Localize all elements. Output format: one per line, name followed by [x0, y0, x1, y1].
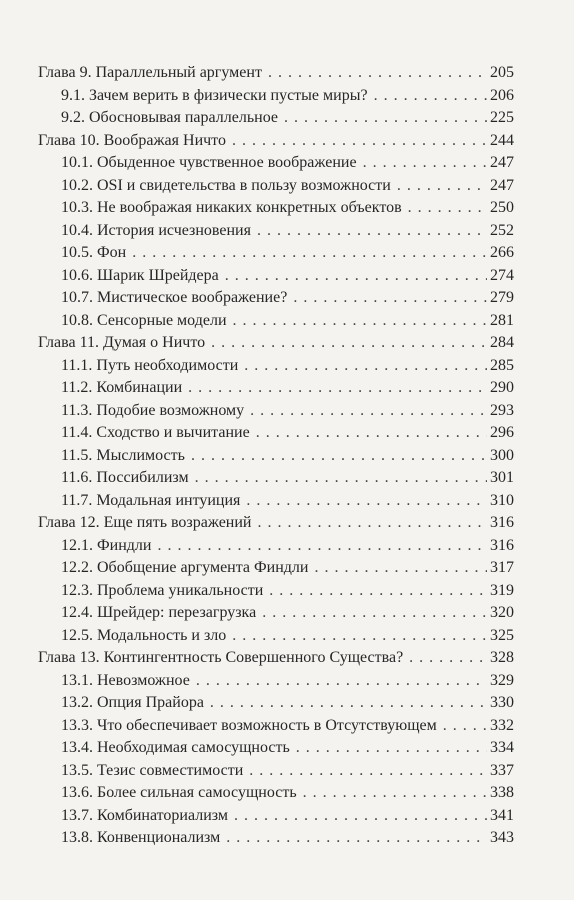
- toc-entry-title: 11.6. Поссибилизм: [61, 469, 189, 486]
- toc-section-entry: [38, 467, 514, 490]
- toc-dot-leader: [257, 512, 487, 535]
- toc-section-entry: [38, 422, 514, 445]
- toc-dot-leader: [232, 130, 487, 153]
- toc-entry-title: 13.8. Конвенционализм: [61, 829, 221, 846]
- toc-section-entry: [38, 445, 514, 468]
- toc-entry-title: 11.7. Модальная интуиция: [61, 491, 241, 509]
- toc-page-number: 225: [490, 109, 514, 126]
- toc-section-entry: [38, 355, 514, 378]
- toc-section-entry: [38, 107, 514, 130]
- toc-section-entry: [38, 782, 514, 805]
- toc-dot-leader: [157, 535, 487, 558]
- toc-page-number: 320: [490, 604, 514, 621]
- toc-entry-title: 11.4. Сходство и вычитание: [61, 424, 250, 441]
- toc-dot-leader: [210, 692, 487, 715]
- toc-page-number: 316: [490, 514, 514, 531]
- toc-dot-leader: [397, 175, 487, 198]
- toc-page-number: 284: [490, 334, 514, 351]
- toc-entry-title: Глава 9. Параллельный аргумент: [38, 64, 262, 81]
- toc-section-entry: [38, 805, 514, 828]
- toc-page-number: 337: [490, 761, 514, 779]
- toc-section-entry: [38, 827, 514, 850]
- toc-section-entry: [38, 625, 514, 648]
- toc-page-number: 310: [490, 491, 514, 509]
- toc-page-number: 328: [490, 649, 514, 666]
- toc-dot-leader: [246, 490, 487, 513]
- toc-page-number: 205: [490, 64, 514, 81]
- toc-page-number: 252: [490, 221, 514, 239]
- toc-entry-title: 10.7. Мистическое воображение?: [61, 289, 288, 306]
- toc-section-entry: [38, 197, 514, 220]
- toc-page-number: 285: [490, 356, 514, 374]
- toc-entry-title: 11.3. Подобие возможному: [61, 401, 245, 419]
- toc-page-number: 317: [490, 559, 514, 576]
- toc-entry-title: Глава 10. Воображая Ничто: [38, 131, 226, 149]
- toc-page-number: 266: [490, 244, 514, 261]
- toc-dot-leader: [233, 310, 488, 333]
- toc-page-number: 274: [490, 266, 514, 284]
- toc-section-entry: [38, 400, 514, 423]
- toc-page-number: 332: [490, 716, 514, 734]
- toc-section-entry: [38, 490, 514, 513]
- toc-dot-leader: [374, 85, 487, 108]
- toc-page-number: 244: [490, 131, 514, 149]
- toc-dot-leader: [211, 332, 487, 355]
- toc-dot-leader: [409, 647, 487, 670]
- toc-entry-title: 13.1. Невозможное: [61, 671, 190, 689]
- toc-entry-title: 10.6. Шарик Шрейдера: [61, 266, 219, 284]
- toc-dot-leader: [314, 557, 487, 580]
- toc-page-number: 247: [490, 154, 514, 171]
- toc-section-entry: [38, 670, 514, 693]
- toc-entry-title: 11.1. Путь необходимости: [61, 356, 239, 374]
- toc-chapter-entry: [38, 647, 514, 670]
- toc-page-number: 290: [490, 379, 514, 396]
- toc-section-entry: [38, 692, 514, 715]
- toc-dot-leader: [256, 422, 487, 445]
- toc-section-entry: [38, 85, 514, 108]
- toc-page-number: 329: [490, 671, 514, 689]
- toc-page-number: 301: [490, 469, 514, 486]
- toc-dot-leader: [195, 467, 487, 490]
- toc-page-number: 330: [490, 694, 514, 711]
- toc-dot-leader: [269, 580, 487, 603]
- toc-entry-title: 10.4. История исчезновения: [61, 221, 251, 239]
- toc-section-entry: [38, 737, 514, 760]
- toc-entry-title: Глава 13. Контингентность Совершенного Существа?: [38, 649, 404, 666]
- toc-section-entry: [38, 377, 514, 400]
- toc-dot-leader: [196, 670, 487, 693]
- toc-section-entry: [38, 535, 514, 558]
- toc-entry-title: 12.5. Модальность и зло: [61, 626, 227, 644]
- toc-chapter-entry: [38, 512, 514, 535]
- toc-chapter-entry: [38, 130, 514, 153]
- toc-dot-leader: [232, 625, 487, 648]
- toc-dot-leader: [257, 220, 487, 243]
- toc-entry-title: Глава 12. Еще пять возражений: [38, 514, 252, 531]
- toc-entry-title: 10.5. Фон: [61, 244, 127, 261]
- toc-dot-leader: [303, 782, 487, 805]
- toc-entry-title: 10.1. Обыденное чувственное воображение: [61, 154, 357, 171]
- toc-entry-title: 10.3. Не воображая никаких конкретных объектов: [61, 199, 402, 216]
- toc-entry-title: 13.3. Что обеспечивает возможность в Отсутствующем: [61, 716, 437, 734]
- toc-section-entry: [38, 715, 514, 738]
- toc-dot-leader: [443, 715, 487, 738]
- toc-dot-leader: [262, 602, 487, 625]
- toc-page-number: 338: [490, 784, 514, 801]
- toc-entry-title: 10.8. Сенсорные модели: [61, 311, 227, 329]
- toc-page-number: 319: [490, 581, 514, 599]
- toc-page-number: 300: [490, 446, 514, 464]
- toc-dot-leader: [188, 377, 487, 400]
- toc-entry-title: 12.2. Обобщение аргумента Финдли: [61, 559, 309, 576]
- toc-page-number: 343: [490, 829, 514, 846]
- toc-section-entry: [38, 602, 514, 625]
- toc-section-entry: [38, 760, 514, 783]
- toc-page-number: 341: [490, 806, 514, 824]
- toc-dot-leader: [226, 827, 487, 850]
- toc-entry-title: 10.2. OSI и свидетельства в пользу возможности: [61, 176, 391, 194]
- toc-dot-leader: [244, 355, 487, 378]
- toc-page-number: 325: [490, 626, 514, 644]
- toc-dot-leader: [191, 445, 487, 468]
- toc-entry-title: 13.5. Тезис совместимости: [61, 761, 244, 779]
- toc-dot-leader: [293, 287, 487, 310]
- toc-dot-leader: [268, 62, 487, 85]
- toc-section-entry: [38, 557, 514, 580]
- toc-dot-leader: [408, 197, 487, 220]
- toc-dot-leader: [249, 760, 487, 783]
- toc-section-entry: [38, 580, 514, 603]
- toc-section-entry: [38, 152, 514, 175]
- toc-section-entry: [38, 287, 514, 310]
- toc-page-number: 247: [490, 176, 514, 194]
- toc-page-number: 296: [490, 424, 514, 441]
- toc-entry-title: 13.4. Необходимая самосущность: [61, 739, 290, 756]
- toc-entry-title: 13.2. Опция Прайора: [61, 694, 204, 711]
- toc-entry-title: 9.2. Обосновывая параллельное: [61, 109, 278, 126]
- toc-chapter-entry: [38, 62, 514, 85]
- toc-entry-title: 13.7. Комбинаториализм: [61, 806, 228, 824]
- toc-chapter-entry: [38, 332, 514, 355]
- toc-page-number: 250: [490, 199, 514, 216]
- toc-entry-title: 11.5. Мыслимость: [61, 446, 185, 464]
- toc-page-number: 206: [490, 86, 514, 104]
- toc-section-entry: [38, 242, 514, 265]
- toc-dot-leader: [284, 107, 487, 130]
- toc-dot-leader: [296, 737, 487, 760]
- toc-entry-title: 9.1. Зачем верить в физически пустые миры?: [61, 86, 368, 104]
- toc-dot-leader: [132, 242, 487, 265]
- toc-page-number: 316: [490, 536, 514, 554]
- toc-entry-title: 13.6. Более сильная самосущность: [61, 784, 297, 801]
- toc-dot-leader: [250, 400, 487, 423]
- toc-page-number: 293: [490, 401, 514, 419]
- toc-section-entry: [38, 310, 514, 333]
- toc-dot-leader: [225, 265, 487, 288]
- toc-section-entry: [38, 175, 514, 198]
- toc-entry-title: 12.4. Шрейдер: перезагрузка: [61, 604, 257, 621]
- toc-page-number: 281: [490, 311, 514, 329]
- table-of-contents: [38, 62, 514, 850]
- toc-entry-title: Глава 11. Думая о Ничто: [38, 334, 206, 351]
- toc-section-entry: [38, 265, 514, 288]
- toc-page-number: 279: [490, 289, 514, 306]
- toc-entry-title: 11.2. Комбинации: [61, 379, 183, 396]
- toc-dot-leader: [363, 152, 487, 175]
- toc-section-entry: [38, 220, 514, 243]
- toc-entry-title: 12.1. Финдли: [61, 536, 152, 554]
- toc-entry-title: 12.3. Проблема уникальности: [61, 581, 264, 599]
- toc-dot-leader: [234, 805, 487, 828]
- toc-page-number: 334: [490, 739, 514, 756]
